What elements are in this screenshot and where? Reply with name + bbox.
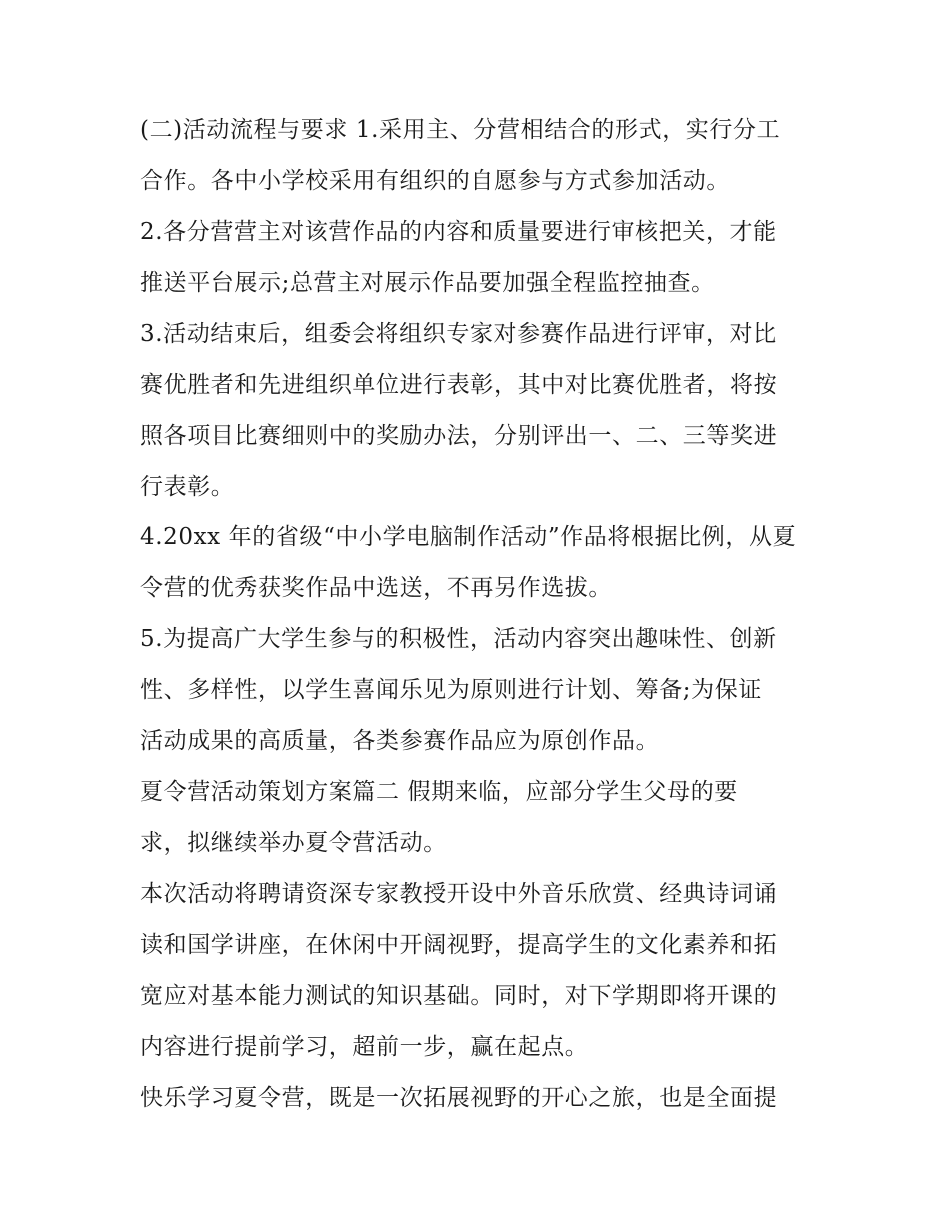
text-line: 求，拟继续举办夏令营活动。 bbox=[140, 830, 447, 856]
text-line: 性、多样性，以学生喜闻乐见为原则进行计划、筹备;为保证 bbox=[140, 677, 762, 703]
text-line: 内容进行提前学习，超前一步，赢在起点。 bbox=[140, 1034, 589, 1060]
text-line: 3.活动结束后，组委会将组织专家对参赛作品进行评审，对比 bbox=[140, 321, 777, 347]
text-line: 合作。各中小学校采用有组织的自愿参与方式参加活动。 bbox=[140, 168, 730, 194]
text-line: 读和国学讲座，在休闲中开阔视野，提高学生的文化素养和拓 bbox=[140, 932, 778, 958]
text-line: (二)活动流程与要求 1.采用主、分营相结合的形式，实行分工 bbox=[140, 117, 781, 143]
text-line: 赛优胜者和先进组织单位进行表彰，其中对比赛优胜者，将按 bbox=[140, 372, 778, 398]
text-line: 活动成果的高质量，各类参赛作品应为原创作品。 bbox=[140, 728, 660, 754]
text-line: 行表彰。 bbox=[140, 474, 235, 500]
text-line: 2.各分营营主对该营作品的内容和质量要进行审核把关，才能 bbox=[140, 219, 777, 245]
text-line: 照各项目比赛细则中的奖励办法，分别评出一、二、三等奖进 bbox=[140, 423, 778, 449]
text-line: 宽应对基本能力测试的知识基础。同时，对下学期即将开课的 bbox=[140, 983, 778, 1009]
text-line: 推送平台展示;总营主对展示作品要加强全程监控抽查。 bbox=[140, 270, 715, 296]
text-line: 4.20xx 年的省级“中小学电脑制作活动”作品将根据比例，从夏 bbox=[140, 524, 797, 550]
text-line: 本次活动将聘请资深专家教授开设中外音乐欣赏、经典诗词诵 bbox=[140, 881, 778, 907]
text-line: 快乐学习夏令营，既是一次拓展视野的开心之旅，也是全面提 bbox=[140, 1085, 778, 1111]
text-line: 令营的优秀获奖作品中选送，不再另作选拔。 bbox=[140, 575, 612, 601]
text-line: 夏令营活动策划方案篇二 假期来临，应部分学生父母的要 bbox=[140, 779, 738, 805]
text-line: 5.为提高广大学生参与的积极性，活动内容突出趣味性、创新 bbox=[140, 626, 777, 652]
